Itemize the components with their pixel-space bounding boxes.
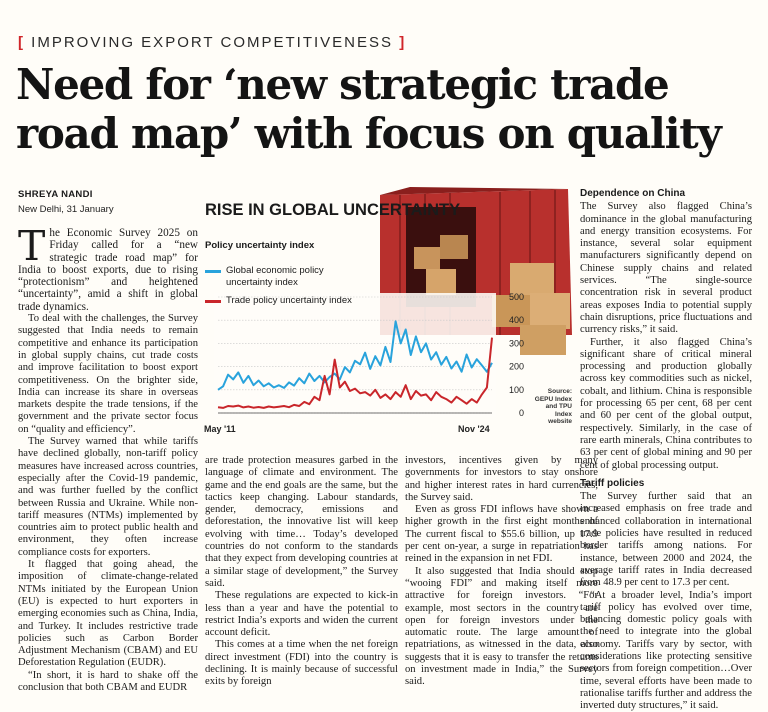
y-tick-label: 200 bbox=[509, 362, 524, 372]
paragraph: These regulations are expected to kick-in less than a year and have the potential to restrict India’s exports and widen the current account deficit. bbox=[205, 590, 398, 639]
kicker-text: IMPROVING EXPORT COMPETITIVENESS bbox=[31, 34, 393, 51]
chart-title: RISE IN GLOBAL UNCERTAINTY bbox=[205, 202, 460, 219]
uncertainty-graphic bbox=[200, 185, 574, 447]
drop-cap: T bbox=[18, 229, 45, 263]
paragraph: This comes at a time when the net foreign direct investment (FDI) into the country is declining. It is mainly because of successful exits by foreign bbox=[205, 639, 398, 688]
subheading: Dependence on China bbox=[580, 188, 752, 200]
graphic-svg bbox=[200, 185, 574, 447]
y-tick-label: 500 bbox=[509, 292, 524, 302]
article-column-3 bbox=[405, 455, 598, 689]
legend-item-global bbox=[205, 265, 345, 289]
y-tick-label: 0 bbox=[519, 408, 524, 418]
cardboard-box bbox=[414, 247, 440, 269]
legend-label: Global economic policy uncertainty index bbox=[226, 265, 345, 289]
kicker-bracket-open: [ bbox=[18, 34, 25, 51]
y-tick-label: 300 bbox=[509, 338, 524, 348]
paragraph: The Survey further said that an increased emphasis on free trade and enhanced collaboration in international trade policies have resulted in reduced border tariffs among nations. For instance, between 2000 and 2024, the average tariff rates in India decreased from 48.9 per cent to 17.3 per cent. bbox=[580, 491, 752, 589]
legend-label: Trade policy uncertainty index bbox=[226, 295, 352, 307]
y-tick-label: 100 bbox=[509, 385, 524, 395]
cardboard-box bbox=[440, 235, 468, 259]
kicker-bracket-close: ] bbox=[399, 34, 406, 51]
paragraph: The Survey also flagged China’s dominance in the global manufacturing and energy transition ecosystems. For instance, several solar equipment manufacturers significantly depend on Chinese supply chains and related services. “The single-source concentration risk in several product areas exposes India to potential supply chain disruptions, price fluctuations and currency risks,” it said. bbox=[580, 201, 752, 336]
x-tick-label-start: May '11 bbox=[204, 424, 236, 434]
paragraph: The Survey warned that while tariffs have declined globally, non-tariff policy measures have increased across countries, especially after the Covid-19 pandemic, and was further fuelled by the conflict between Russia and Ukraine. While non-tariff measures (NTMs) implemented by countries aim to protect public health and environment, they often increase compliance costs for exporters. bbox=[18, 436, 198, 559]
cardboard-box bbox=[530, 293, 570, 329]
article-column-4 bbox=[580, 188, 752, 712]
cardboard-box bbox=[426, 269, 456, 295]
cardboard-box bbox=[520, 325, 566, 355]
legend-item-trade bbox=[205, 295, 375, 307]
x-tick-label-end: Nov '24 bbox=[458, 424, 490, 434]
y-tick-label: 400 bbox=[509, 315, 524, 325]
paragraph: Even as gross FDI inflows have shown a higher growth in the first eight months of The current fiscal to $55.6 billion, up 17.9 per cent on-year, a surge in repatriation has reined in the expansion in net FDI. bbox=[405, 504, 598, 565]
article-column-1 bbox=[18, 227, 198, 694]
paragraph: It also suggested that India should stop “wooing FDI” and making itself more attractive for foreign investors. “For example, most sectors in the country are open for foreign investors under the automatic route. The large amount of repatriations, as witnessed in the data, also suggests that it is easy to transfer the returns on investment made in India,” the Survey said. bbox=[405, 566, 598, 689]
dateline: New Delhi, 31 January bbox=[18, 204, 114, 215]
paragraph: “At a broader level, India’s import tariff policy has evolved over time, balancing domestic policy goals with the need to integrate into the global economy. Tariffs vary by sector, with considerations like protecting sensitive sectors from foreign competition…Over time, several efforts have been made to rationalise tariffs further and address the inverted duty structures,” it said. bbox=[580, 590, 752, 712]
paragraph: “In short, it is hard to shake off the conclusion that both CBAM and EUDR bbox=[18, 670, 198, 695]
legend-swatch-red bbox=[205, 300, 221, 303]
headline-line-1: Need for ‘new strategic trade bbox=[16, 60, 668, 109]
chart-grid bbox=[214, 293, 496, 417]
paragraph: To deal with the challenges, the Survey suggested that India needs to remain competitive and enhance its participation in global supply chains, cut trade costs and improve facilitation to boost export competitiveness. On the brighter side, India can increase its share in overseas markets despite the trade tensions, if the government and the private sector focus on “quality and efficiency”. bbox=[18, 313, 198, 436]
lead-text: he Economic Survey 2025 on Friday called for a “new strategic trade road map” for India to boost exports, due to rising “protectionism” and heightened “uncertainty”, amid a shift in global trade dynamics. bbox=[18, 227, 198, 313]
chart-source: Source: GEPU Index and TPU Index website bbox=[534, 388, 572, 426]
chart-subtitle: Policy uncertainty index bbox=[205, 240, 314, 251]
paragraph: It flagged that going ahead, the imposition of climate-change-related NTMs initiated by the European Union (EU) is expected to hurt exporters in emerging economies such as China, India, and Turkey. It includes restrictive trade policies such as Carbon Border Adjustment Mechanism (CBAM) and EU Deforestation Regulation (EUDR). bbox=[18, 559, 198, 670]
byline: SHREYA NANDI bbox=[18, 189, 93, 200]
section-kicker bbox=[18, 34, 406, 51]
chart-plot-background bbox=[214, 293, 496, 417]
headline-line-2: road map’ with focus on quality bbox=[16, 109, 720, 158]
paragraph: investors, incentives given by many governments for investors to stay onshore and higher interest rates in hard currencies, the Survey said. bbox=[405, 455, 598, 504]
paragraph: Further, it also flagged China’s significant share of critical mineral processing and production globally across key commodities such as nickel, cobalt, and lithium. China is responsible for processing 65 per cent, 68 per cent and 60 per cent of the global output, respectively. Similarly, in the case of rare earth minerals, China contributes to 63 per cent of global mining and 90 per cent of global processing output. bbox=[580, 337, 752, 472]
lead-paragraph bbox=[18, 227, 198, 313]
article-column-2 bbox=[205, 455, 398, 689]
subheading: Tariff policies bbox=[580, 478, 752, 490]
legend-swatch-blue bbox=[205, 270, 221, 273]
paragraph: are trade protection measures garbed in the language of climate and environment. The game and the end goals are the same, but the tactics keep changing. Labour standards, gender, democracy, emissions and deforestation, the innovative list will keep evolving with time… Today’s developed countries do not conform to the standards that they expect from developing countries at a similar stage of development,” the Survey said. bbox=[205, 455, 398, 590]
headline bbox=[16, 60, 756, 158]
